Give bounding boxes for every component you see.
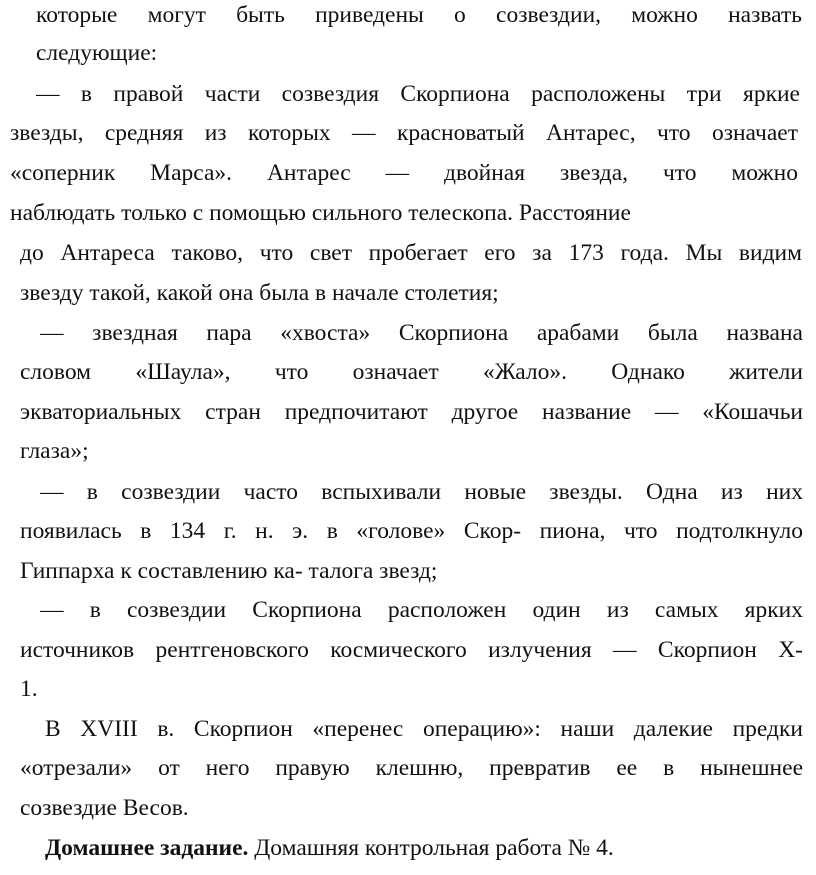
list-item-line: — в созвездии часто вспыхивали новые звезды. Одна из них <box>40 479 803 505</box>
homework-label: Домашнее задание. <box>45 835 249 861</box>
list-item-line: — в созвездии Скорпиона расположен один из самых ярких <box>40 597 803 623</box>
text-line: звезду такой, какой она была в начале столетия; <box>20 280 499 306</box>
text-line: звезды, средняя из которых — красноватый Антарес, что означает <box>10 120 798 146</box>
text-line: Гиппарха к составлению ка- талога звезд; <box>20 558 438 584</box>
text-line: глаза»; <box>20 438 89 464</box>
text-line: «соперник Марса». Антарес — двойная звезда, что можно <box>10 160 798 186</box>
text-line: источников рентгеновского космического излучения — Скорпион Х- <box>20 637 803 663</box>
text-line: созвездие Весов. <box>20 795 189 821</box>
homework-line <box>45 833 803 863</box>
text-line: появилась в 134 г. н. э. в «голове» Скор- пиона, что подтолкнуло <box>20 518 803 544</box>
text-line: словом «Шаула», что означает «Жало». Однако жители <box>20 359 803 385</box>
text-line: «отрезали» от него правую клешню, превратив ее в нынешнее <box>20 755 803 781</box>
text-line: до Антареса таково, что свет пробегает его за 173 года. Мы видим <box>20 240 802 266</box>
list-item-line: — звездная пара «хвоста» Скорпиона арабами была названа <box>40 320 803 346</box>
text-line: которые могут быть приведены о созвездии, можно назвать <box>36 2 802 28</box>
list-item-line: — в правой части созвездия Скорпиона расположены три яркие <box>36 81 800 107</box>
homework-text: Домашняя контрольная работа № 4. <box>248 835 614 861</box>
text-line: следующие: <box>36 40 158 66</box>
paragraph-line: В XVIII в. Скорпион «перенес операцию»: наши далекие предки <box>45 716 803 742</box>
text-line: экваториальных стран предпочитают другое название — «Кошачьи <box>20 399 803 425</box>
text-line: наблюдать только с помощью сильного телескопа. Расстояние <box>10 200 631 226</box>
text-line: 1. <box>20 676 38 702</box>
